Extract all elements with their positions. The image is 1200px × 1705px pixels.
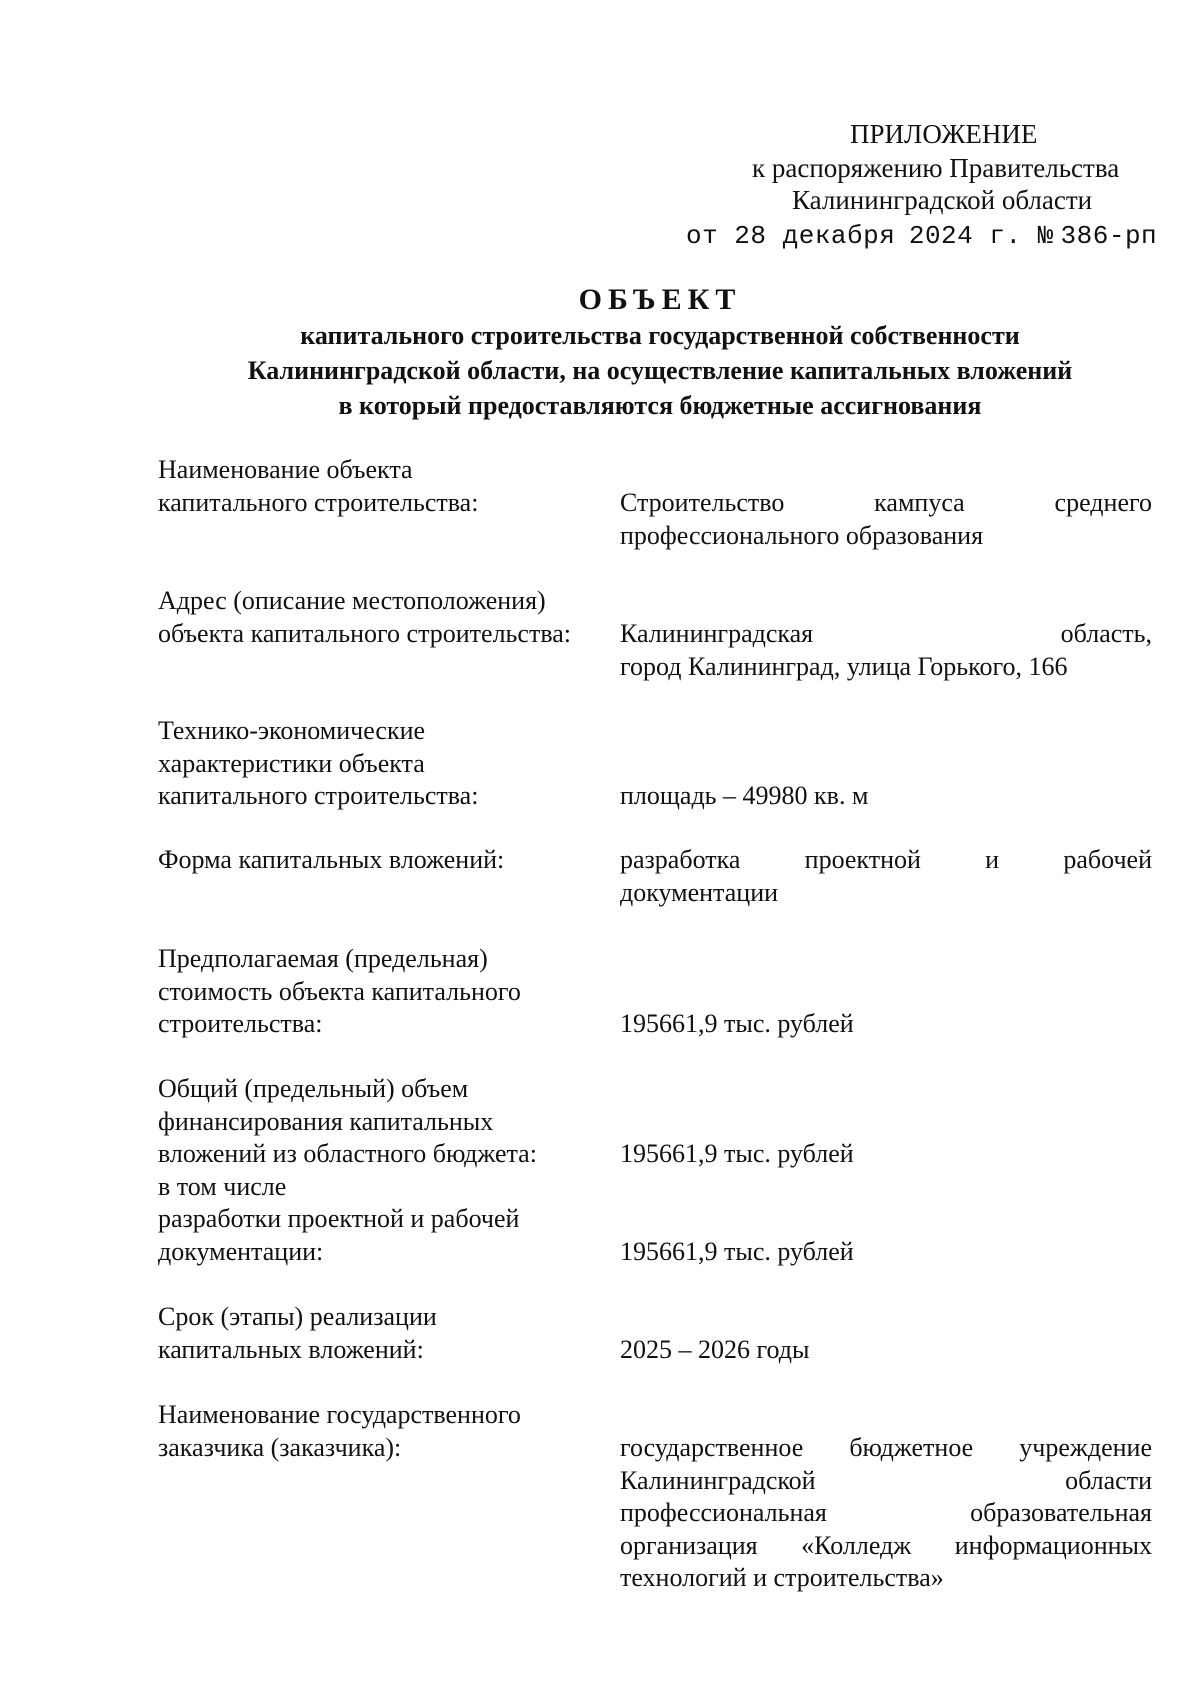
field-value <box>620 844 1152 909</box>
value-line: государственное бюджетное учреждение <box>620 1433 1152 1462</box>
value-line: профессионального образования <box>620 520 984 550</box>
label-line: Наименование объекта <box>158 455 413 484</box>
label-line: характеристики объекта <box>158 748 425 778</box>
value-line: документации <box>620 877 779 907</box>
value-line: Калининградская область, <box>620 619 1152 648</box>
field-value <box>620 1334 1152 1367</box>
value-line: 2025 – 2026 годы <box>620 1335 810 1364</box>
field-label <box>158 844 588 877</box>
field-value <box>620 1236 1152 1269</box>
value-line: площадь – 49980 кв. м <box>620 781 869 810</box>
value-line: город Калининград, улица Горького, 166 <box>620 651 1068 681</box>
value-line: Строительство кампуса среднего <box>620 488 1152 517</box>
field-value <box>620 1138 1152 1171</box>
label-line: Форма капитальных вложений: <box>158 845 505 874</box>
heading-line-2: Калининградской области, на осуществление капитальных вложений <box>247 356 1073 385</box>
field-label <box>158 943 588 1041</box>
label-line: капитальных вложений: <box>158 1334 424 1364</box>
label-line: Технико-экономические <box>158 716 426 745</box>
appendix-title: ПРИЛОЖЕНИЕ <box>850 119 1038 149</box>
label-line: Предполагаемая (предельная) <box>158 944 488 973</box>
appendix-date-line <box>686 218 1157 253</box>
field-label <box>158 1399 588 1464</box>
appendix-date: от 28 декабря <box>686 221 896 251</box>
field-value <box>620 618 1152 683</box>
field-value <box>620 487 1152 552</box>
label-line: разработки проектной и рабочей <box>158 1204 520 1233</box>
value-line: 195661,9 тыс. рублей <box>620 1237 854 1266</box>
label-line: Наименование государственного <box>158 1400 521 1429</box>
value-line: Калининградской области <box>620 1465 1152 1495</box>
value-line: организация «Колледж информационных <box>620 1530 1152 1560</box>
label-line: капитального строительства: <box>158 487 479 517</box>
field-label <box>158 454 588 519</box>
field-label <box>158 1203 588 1268</box>
value-line: разработка проектной и рабочей <box>620 845 1152 874</box>
label-line: документации: <box>158 1236 324 1266</box>
appendix-year: 2024 г. № <box>908 221 1054 251</box>
value-line: 195661,9 тыс. рублей <box>620 1139 854 1168</box>
heading-line-3: в который предоставляются бюджетные ассигнования <box>338 391 982 420</box>
value-line: профессиональная образовательная <box>620 1498 1152 1527</box>
heading-main: ОБЪЕКТ <box>578 283 742 316</box>
label-line: вложений из областного бюджета: <box>158 1139 537 1168</box>
heading-line-1: капитального строительства государственной собственности <box>300 321 1020 350</box>
field-value <box>620 1432 1152 1595</box>
field-value <box>620 1008 1152 1041</box>
field-value <box>620 780 1152 813</box>
field-label <box>158 585 588 650</box>
label-line: финансирования капитальных <box>158 1106 494 1136</box>
label-line: в том числе <box>158 1171 287 1201</box>
value-line: технологий и строительства» <box>620 1563 944 1592</box>
value-line: 195661,9 тыс. рублей <box>620 1009 854 1038</box>
label-line: Срок (этапы) реализации <box>158 1302 437 1331</box>
label-line: строительства: <box>158 1009 323 1038</box>
label-line: стоимость объекта капитального <box>158 976 521 1006</box>
appendix-line-1: к распоряжению Правительства <box>752 153 1120 183</box>
field-label <box>158 1073 588 1203</box>
label-line: Общий (предельный) объем <box>158 1074 469 1103</box>
label-line: заказчика (заказчика): <box>158 1432 402 1462</box>
appendix-line-2: Калининградской области <box>792 185 1093 215</box>
label-line: Адрес (описание местоположения) <box>158 586 546 615</box>
label-line: капитального строительства: <box>158 781 479 810</box>
label-line: объекта капитального строительства: <box>158 618 572 648</box>
field-label <box>158 1301 588 1366</box>
document-heading <box>0 282 1200 423</box>
field-label <box>158 715 588 813</box>
appendix-number: 386-рп <box>1060 221 1158 251</box>
